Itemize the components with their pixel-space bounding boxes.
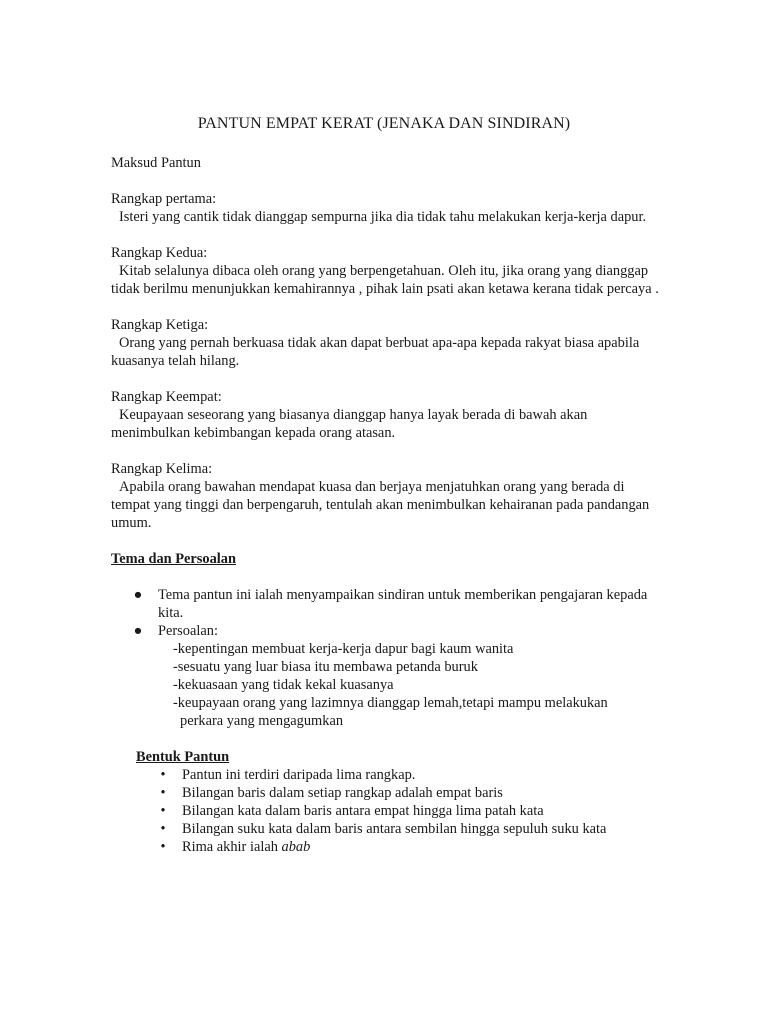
rangkap-label: Rangkap Ketiga:	[111, 317, 209, 333]
rangkap-label: Rangkap Kelima:	[111, 461, 213, 477]
bentuk-item: Bilangan baris dalam setiap rangkap adalah empat baris	[182, 785, 503, 801]
list-item	[136, 766, 666, 784]
persoalan-item-line: -keupayaan orang yang lazimnya dianggap lemah,tetapi mampu melakukan	[173, 695, 608, 711]
persoalan-item: -kepentingan membuat kerja-kerja dapur bagi kaum wanita	[173, 641, 514, 657]
maksud-heading: Maksud Pantun	[111, 155, 201, 171]
persoalan-item: -kekuasaan yang tidak kekal kuasanya	[173, 677, 394, 693]
bullet-icon: ●	[133, 587, 143, 603]
bullet-icon: •	[160, 785, 166, 801]
tema-text: Tema pantun ini ialah menyampaikan sindiran untuk memberikan pengajaran kepada kita.	[158, 587, 648, 621]
rangkap-text: Isteri yang cantik tidak dianggap sempurna jika dia tidak tahu melakukan kerja-kerja dapur.	[119, 209, 647, 225]
rangkap-2	[111, 244, 666, 298]
bentuk-section	[111, 748, 666, 856]
list-item	[136, 784, 666, 802]
bentuk-list	[136, 766, 666, 856]
persoalan-list	[158, 640, 666, 730]
bullet-icon: •	[160, 839, 166, 855]
bentuk-item: Pantun ini terdiri daripada lima rangkap.	[182, 767, 416, 783]
rangkap-text: Orang yang pernah berkuasa tidak akan dapat berbuat apa-apa kepada rakyat biasa apabila kuasanya telah hilang.	[111, 335, 640, 369]
bullet-icon: •	[160, 767, 166, 783]
rangkap-1	[111, 190, 666, 226]
rangkap-text: Kitab selalunya dibaca oleh orang yang berpengetahuan. Oleh itu, jika orang yang dianggap tidak berilmu menunjukkan kemahirannya , pihak lain psati akan ketawa kerana tidak percaya .	[111, 263, 659, 297]
rangkap-label: Rangkap Kedua:	[111, 245, 208, 261]
tema-heading: Tema dan Persoalan	[111, 551, 236, 567]
list-item	[136, 820, 666, 838]
persoalan-item: -sesuatu yang luar biasa itu membawa petanda buruk	[173, 659, 478, 675]
bullet-icon: •	[160, 803, 166, 819]
list-item	[111, 622, 666, 730]
bentuk-heading: Bentuk Pantun	[136, 749, 230, 765]
rima-value: abab	[281, 839, 311, 855]
persoalan-item-continuation: perkara yang mengagumkan	[180, 713, 344, 729]
rangkap-5	[111, 460, 666, 532]
document-title: PANTUN EMPAT KERAT (JENAKA DAN SINDIRAN)	[197, 115, 571, 132]
bullet-icon: •	[160, 821, 166, 837]
bullet-icon: ●	[133, 623, 143, 639]
rangkap-text: Keupayaan seseorang yang biasanya dianggap hanya layak berada di bawah akan menimbulkan kebimbangan kepada orang atasan.	[111, 407, 588, 441]
list-item	[136, 802, 666, 820]
rangkap-text: Apabila orang bawahan mendapat kuasa dan berjaya menjatuhkan orang yang berada di tempat yang tinggi dan berpengaruh, tentulah akan menimbulkan kehairanan pada pandangan umum.	[111, 479, 650, 531]
document-body	[111, 154, 666, 856]
bentuk-item: Bilangan suku kata dalam baris antara sembilan hingga sepuluh suku kata	[182, 821, 607, 837]
rangkap-label: Rangkap Keempat:	[111, 389, 222, 405]
list-item	[136, 838, 666, 856]
list-item	[111, 586, 666, 622]
persoalan-item	[173, 694, 666, 730]
rangkap-label: Rangkap pertama:	[111, 191, 217, 207]
bentuk-item: Bilangan kata dalam baris antara empat hingga lima patah kata	[182, 803, 544, 819]
rima-prefix: Rima akhir ialah	[182, 839, 282, 855]
rangkap-3	[111, 316, 666, 370]
persoalan-label: Persoalan:	[158, 623, 218, 639]
tema-list	[111, 586, 666, 730]
rangkap-4	[111, 388, 666, 442]
